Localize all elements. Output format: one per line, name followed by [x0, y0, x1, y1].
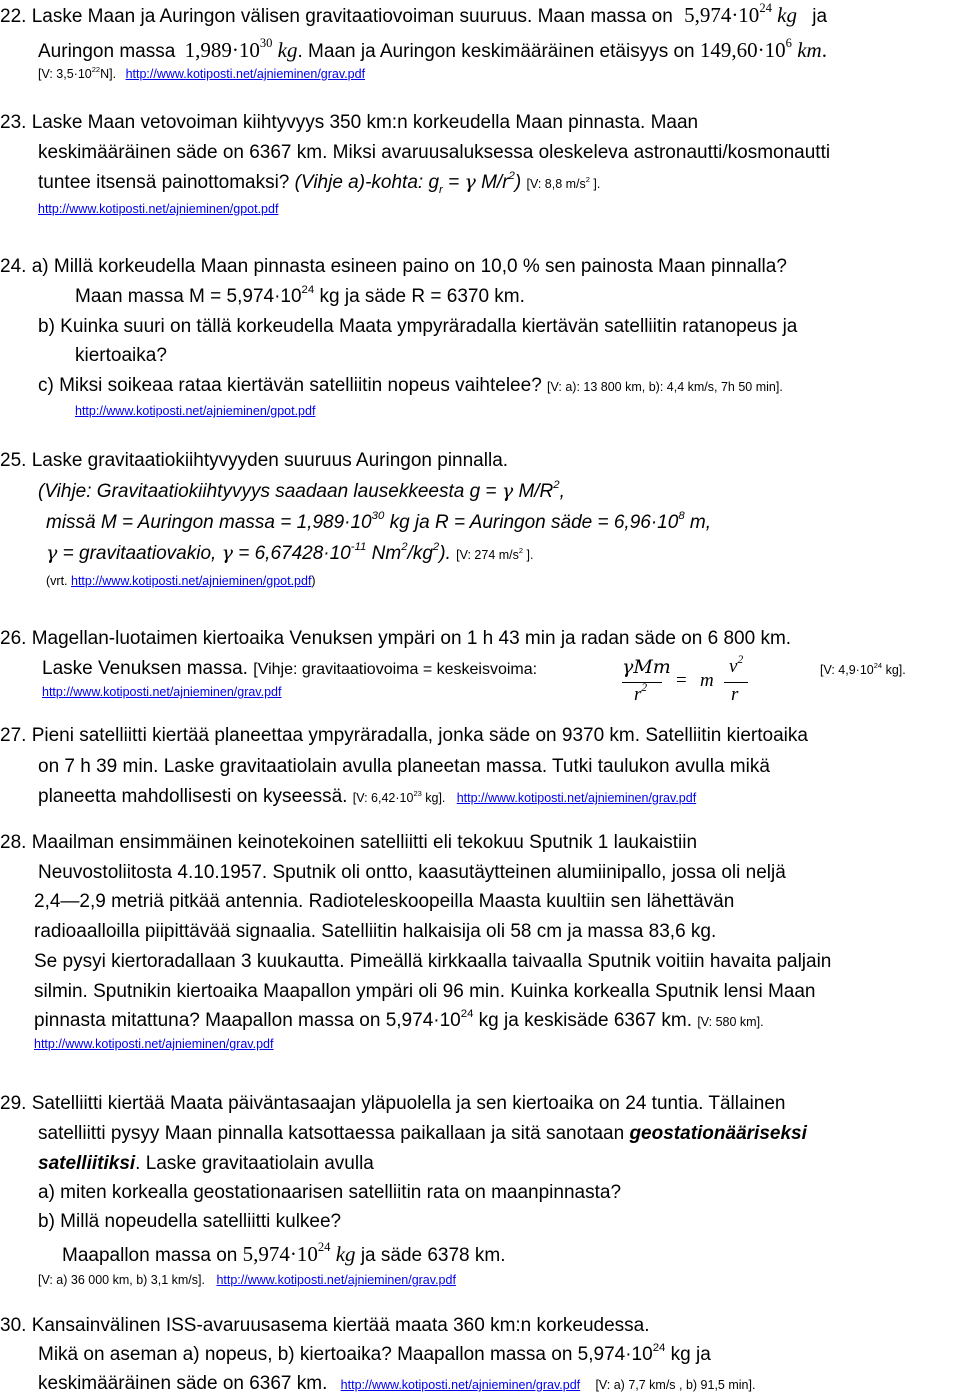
- problem-22-line-1: 22. Laske Maan ja Auringon välisen gravitaatiovoiman suuruus. Maan massa on $5,974\cdot 10^{24}$ kg ja: [0, 1, 828, 27]
- problem-28-line-4: radioaalloilla piipittävää signaalia. Satelliitin halkaisija oli 58 cm ja massa 83,6 kg.: [34, 921, 717, 942]
- formula-gravitational-force: γMm $r^2$: [622, 656, 671, 705]
- problem-26-line-1: 26. Magellan-luotaimen kiertoaika Venuksen ympäri on 1 h 43 min ja radan säde on 6 800 km.: [0, 628, 792, 649]
- problem-25-line-1: 25. Laske gravitaatiokiihtyvyyden suuruus Auringon pinnalla.: [0, 450, 509, 471]
- problem-27-line-3: planeetta mahdollisesti on kyseessä. [V: $6,42\cdot 10^{23}$ kg]. http://www.kotiposti.net/ajnieminen/grav.pdf: [38, 786, 697, 807]
- problem-28-line-2: Neuvostoliitosta 4.10.1957. Sputnik oli ontto, kaasutäytteinen alumiinipallo, jossa oli neljä: [38, 862, 786, 883]
- problem-24-line-1: 24. a) Millä korkeudella Maan pinnasta esineen paino on 10,0 % sen painosta Maan pinnalla?: [0, 256, 787, 277]
- formula-mass: m: [700, 670, 714, 691]
- problem-22-line-2: Auringon massa $1,989\cdot 10^{30}$ kg. Maan ja Auringon keskimääräinen etäisyys on $149,60\cdot 10^6$ km.: [38, 36, 827, 62]
- problem-28-link[interactable]: http://www.kotiposti.net/ajnieminen/grav.pdf: [34, 1037, 274, 1051]
- problem-24-line-2: Maan massa $M = 5,974\cdot 10^{24}$ kg ja säde R = 6370 km.: [75, 283, 525, 307]
- problem-24-line-5: c) Miksi soikeaa rataa kiertävän satelliitin nopeus vaihtelee? [V: a): 13 800 km, b): 4,4 km/s, 7h 50 min].: [38, 375, 783, 396]
- problem-22-link[interactable]: http://www.kotiposti.net/ajnieminen/grav.pdf: [125, 67, 366, 81]
- problem-30-link[interactable]: http://www.kotiposti.net/ajnieminen/grav.pdf: [340, 1378, 581, 1392]
- problem-25-link[interactable]: http://www.kotiposti.net/ajnieminen/gpot.pdf: [71, 574, 312, 588]
- problem-29-line-4: a) miten korkealla geostationaarisen satelliitin rata on maanpinnasta?: [38, 1182, 622, 1203]
- problem-28-line-1: 28. Maailman ensimmäinen keinotekoinen satelliitti eli tekokuu Sputnik 1 laukaistiin: [0, 832, 698, 853]
- problem-26-line-2: Laske Venuksen massa. [Vihje: gravitaatiovoima = keskeisvoima:: [42, 658, 538, 679]
- problem-26-link[interactable]: http://www.kotiposti.net/ajnieminen/grav.pdf: [42, 685, 282, 699]
- problem-28-line-3: 2,4—2,9 metriä pitkää antennia. Radioteleskoopeilla Maasta kuultiin sen lähettävän: [34, 891, 735, 912]
- problem-29-line-6: Maapallon massa on $5,974\cdot 10^{24}$ kg ja säde 6378 km.: [62, 1240, 506, 1266]
- problem-28-line-6: silmin. Sputnikin kiertoaika Maapallon ympäri oli 96 min. Kuinka korkealla Sputnik lensi Maan: [34, 981, 816, 1002]
- problem-29-link[interactable]: http://www.kotiposti.net/ajnieminen/grav.pdf: [216, 1273, 456, 1287]
- problem-27-line-2: on 7 h 39 min. Laske gravitaatiolain avulla planeetan massa. Tutki taulukon avulla mikä: [38, 756, 770, 777]
- problem-29-line-1: 29. Satelliitti kiertää Maata päiväntasaajan yläpuolella ja sen kiertoaika on 24 tuntia. Tällainen: [0, 1093, 786, 1114]
- problem-23-line-1: 23. Laske Maan vetovoiman kiihtyvyys 350 km:n korkeudella Maan pinnasta. Maan: [0, 112, 699, 133]
- problem-24-line-4: kiertoaika?: [75, 345, 167, 366]
- problem-23-link[interactable]: http://www.kotiposti.net/ajnieminen/gpot.pdf: [38, 202, 279, 216]
- problem-24-line-3: b) Kuinka suuri on tällä korkeudella Maata ympyräradalla kiertävän satelliitin ratanopeus ja: [38, 316, 798, 337]
- problem-29-line-5: b) Millä nopeudella satelliitti kulkee?: [38, 1211, 342, 1232]
- problem-27-link[interactable]: http://www.kotiposti.net/ajnieminen/grav.pdf: [456, 791, 697, 805]
- problem-25-line-2: (Vihje: Gravitaatiokiihtyvyys saadaan lausekkeesta g = γ $M/R^2$,: [38, 478, 565, 502]
- problem-23-line-2: keskimääräinen säde on 6367 km. Miksi avaruusaluksessa oleskeleva astronautti/kosmonautti: [38, 142, 831, 163]
- gamma-symbol: γ: [221, 542, 233, 564]
- gamma-symbol: γ: [464, 171, 476, 193]
- problem-30-line-1: 30. Kansainvälinen ISS-avaruusasema kiertää maata 360 km:n korkeudessa.: [0, 1315, 650, 1336]
- problem-23-line-3: tuntee itsensä painottomaksi? (Vihje a)-kohta: $g_r = \gamma$ $M/r^2$) [V: 8,8 $m/s^2$ ].: [38, 169, 601, 196]
- problem-25-line-4: γ = gravitaatiovakio, $\gamma = 6,67428\cdot 10^{-11}$ $Nm^2/kg^2$). [V: 274 $m/s^2$ ].: [46, 540, 534, 564]
- problem-29-line-2: satelliitti pysyy Maan pinnalla katsottaessa paikallaan ja sitä sanotaan geostationääriseksi: [38, 1123, 807, 1144]
- formula-equals: =: [676, 670, 687, 691]
- gamma-symbol: γ: [501, 480, 514, 502]
- problem-22-answer: [V: $3,5\cdot 10^{22}N$]. http://www.kotiposti.net/ajnieminen/grav.pdf: [38, 64, 366, 81]
- gamma-symbol: γ: [46, 542, 58, 564]
- problem-26-answer: [V: $4,9\cdot 10^{24}$ kg].: [820, 660, 906, 677]
- problem-28-line-7: pinnasta mitattuna? Maapallon massa on $5,974\cdot 10^{24}$ kg ja keskisäde 6367 km. [V: 580 km].: [34, 1007, 764, 1031]
- problem-24-link[interactable]: http://www.kotiposti.net/ajnieminen/gpot.pdf: [75, 404, 316, 418]
- problem-27-line-1: 27. Pieni satelliitti kiertää planeettaa ympyräradalla, jonka säde on 9370 km. Satelliitin kiertoaika: [0, 725, 808, 746]
- problem-30-line-3: keskimääräinen säde on 6367 km. http://www.kotiposti.net/ajnieminen/grav.pdf [V: a) 7,7 km/s , b) 91,5 min].: [38, 1373, 756, 1394]
- problem-25-reference: (vrt. http://www.kotiposti.net/ajnieminen/gpot.pdf): [46, 574, 316, 588]
- problem-28-line-5: Se pysyi kiertoradallaan 3 kuukautta. Pimeällä kirkkaalla taivaalla Sputnik voitiin havaita paljain: [34, 951, 832, 972]
- problem-25-line-3: missä M = Auringon massa = $1,989\cdot 10^{30}$ kg ja R = Auringon säde = $6,96\cdot 10^8$ m,: [46, 509, 712, 533]
- problem-29-line-3: satelliitiksi. Laske gravitaatiolain avulla: [38, 1153, 374, 1174]
- formula-centripetal: $v^2$ r: [724, 656, 748, 708]
- problem-29-answer: [V: a) 36 000 km, b) 3,1 km/s]. http://www.kotiposti.net/ajnieminen/grav.pdf: [38, 1273, 456, 1287]
- problem-30-line-2: Mikä on aseman a) nopeus, b) kiertoaika? Maapallon massa on $5,974\cdot 10^{24}$ kg ja: [38, 1341, 711, 1365]
